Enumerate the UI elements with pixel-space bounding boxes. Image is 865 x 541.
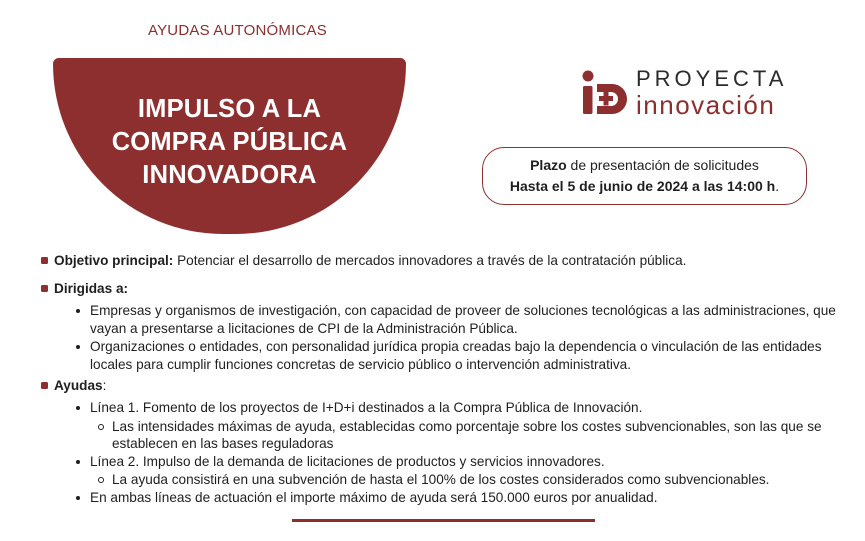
title-line-3: INNOVADORA [142,160,317,189]
list-item [76,302,840,337]
ayudas-list [40,399,840,506]
deadline-line-2 [483,176,806,197]
bullet-icon [41,257,48,264]
bullet-icon [76,406,80,410]
list-item-text: Organizaciones o entidades, con personalidad jurídica propia creadas bajo la dependencia o vinculación de las entidades locales para cumplir funciones concretas de servicio público o intervención administrativa. [90,339,822,372]
bullet-icon [76,496,80,500]
deadline-date-end: . [775,178,780,194]
linea2-sub-text: La ayuda consistirá en una subvención de hasta el 100% de los costes considerados como subvencionables. [112,472,770,487]
page-title [112,93,348,192]
linea2-sublist [76,471,840,489]
bullet-icon [76,460,80,464]
ayudas-label: Ayudas [54,378,103,393]
ayudas-label-rest: : [102,378,107,393]
linea1-sublist [76,418,840,453]
linea1-sub-text: Las intensidades máximas de ayuda, establecidas como porcentaje sobre los costes subvencionables, son las que se establecen en las bases reguladoras [112,418,822,451]
linea1-text: Línea 1. Fomento de los proyectos de I+D+i destinados a la Compra Pública de Innovación. [90,400,643,415]
list-item [76,489,840,507]
bullet-icon [41,382,48,389]
bullet-icon [76,345,80,349]
list-item-text: Empresas y organismos de investigación, con capacidad de proveer de soluciones tecnológicas a las administraciones, que vayan a presentarse a licitaciones de CPI de la Administración Pública. [90,303,836,336]
list-item [76,338,840,373]
ayudas-item [40,377,840,395]
objetivo-text: Potenciar el desarrollo de mercados innovadores a través de la contratación pública. [173,253,687,268]
hollow-bullet-icon [98,424,104,430]
title-line-1: IMPULSO A LA [137,94,322,123]
deadline-label-rest: de presentación de solicitudes [566,157,759,173]
dirigidas-label: Dirigidas a: [54,281,129,296]
i-plus-d-logo-icon [580,68,630,116]
deadline-line-1 [483,155,806,176]
objetivo-label: Objetivo principal: [54,253,174,268]
title-banner [53,58,406,234]
list-item [96,418,840,453]
logo-word-innovacion: innovación [636,90,776,120]
dirigidas-item [40,280,840,298]
deadline-box [482,147,807,205]
eyebrow-label: AYUDAS AUTONÓMICAS [148,22,327,39]
ambas-text: En ambas líneas de actuación el importe máximo de ayuda será 150.000 euros por anualidad. [90,489,658,505]
bottom-divider [292,519,595,522]
logo-word-proyecta: PROYECTA [636,66,788,91]
objetivo-item [40,252,840,270]
dirigidas-list [40,302,840,373]
list-item [96,471,840,489]
proyecta-innovacion-logo [580,66,820,122]
linea2-text: Línea 2. Impulso de la demanda de licitaciones de productos y servicios innovadores. [90,453,605,469]
title-line-2: COMPRA PÚBLICA [111,127,348,156]
list-item [76,399,840,417]
bullet-icon [41,285,48,292]
bullet-icon [76,309,80,313]
hollow-bullet-icon [98,477,104,483]
content-list [40,252,840,507]
list-item [76,453,840,471]
deadline-date: Hasta el 5 de junio de 2024 a las 14:00 h [509,178,776,194]
deadline-label: Plazo [530,157,567,173]
